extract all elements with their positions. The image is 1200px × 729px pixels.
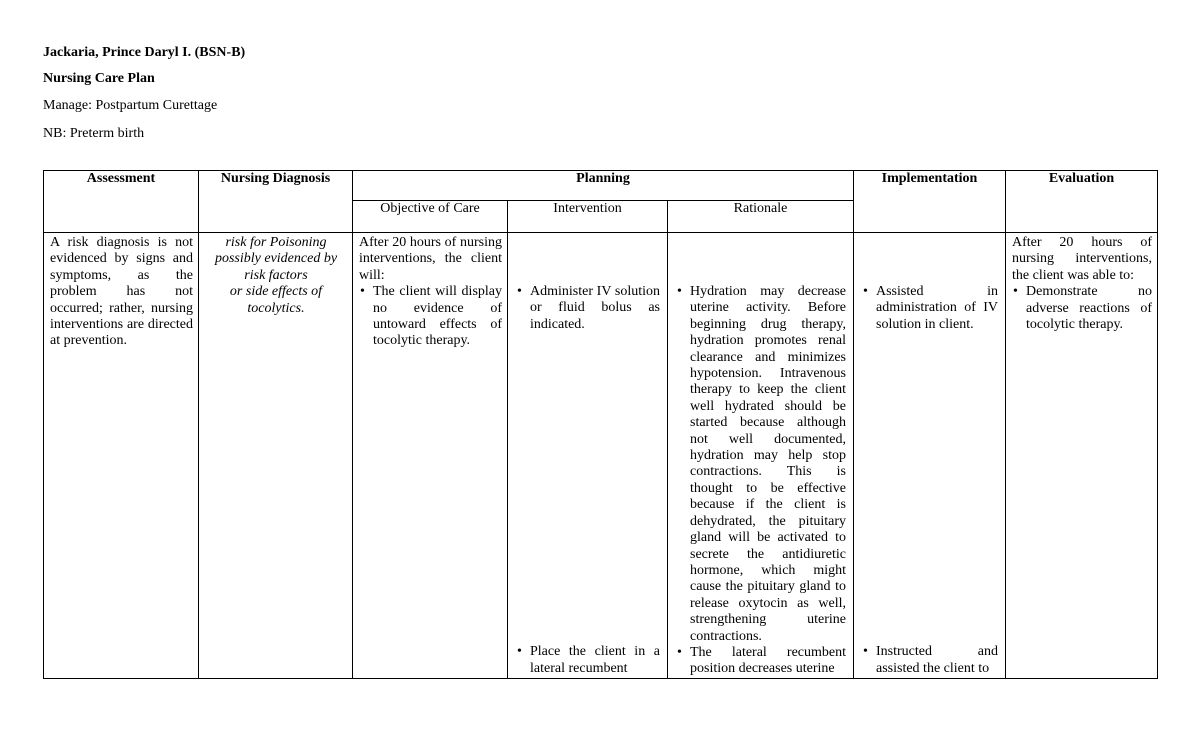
header-nursing-diagnosis: Nursing Diagnosis: [199, 171, 353, 233]
rationale-item: • The lateral recumbent position decreases uterine: [676, 645, 846, 678]
evaluation-list: [1012, 284, 1152, 333]
nb-line: NB: Preterm birth: [43, 126, 145, 141]
intervention-item: • Place the client in a lateral recumbent: [516, 644, 660, 677]
cell-evaluation: [1006, 233, 1158, 679]
header-intervention: Intervention: [508, 201, 668, 233]
header-planning: Planning: [353, 171, 854, 201]
intervention-item: • Administer IV solution or fluid bolus as indicated.: [516, 284, 660, 333]
cell-intervention: [508, 233, 668, 679]
header-implementation: Implementation: [854, 171, 1006, 233]
header-rationale: Rationale: [668, 201, 854, 233]
assessment-text: A risk diagnosis is not evidenced by signs and symptoms, as the problem has not occurred; rather, nursing interventions are directed at prevention.: [50, 235, 193, 349]
cell-implementation: [854, 233, 1006, 679]
nursing-care-plan-table: [43, 170, 1158, 679]
intervention-list: [516, 284, 660, 677]
diagnosis-line: or side effects of: [229, 284, 323, 300]
objective-intro: After 20 hours of nursing interventions, the client will:: [359, 235, 502, 283]
document-title: Nursing Care Plan: [43, 71, 155, 86]
diagnosis-line: possibly evidenced by: [214, 251, 338, 267]
cell-objective-of-care: [353, 233, 508, 679]
student-name: Jackaria, Prince Daryl I. (BSN-B): [43, 45, 246, 60]
objective-item: • The client will display no evidence of untoward effects of tocolytic therapy.: [359, 284, 502, 350]
objective-list: [359, 284, 502, 350]
diagnosis-line: risk factors: [244, 267, 308, 283]
rationale-list: [676, 284, 846, 678]
header-assessment: Assessment: [44, 171, 199, 233]
manage-line: Manage: Postpartum Curettage: [43, 98, 218, 113]
implementation-item: • Assisted in administration of IV solution in client.: [862, 284, 998, 333]
header-objective-of-care: Objective of Care: [353, 201, 508, 233]
cell-rationale: [668, 233, 854, 679]
evaluation-item: • Demonstrate no adverse reactions of tocolytic therapy.: [1012, 284, 1152, 333]
diagnosis-text: [199, 233, 352, 317]
implementation-list: [862, 284, 998, 677]
rationale-item: • Hydration may decrease uterine activity. Before beginning drug therapy, hydration promotes renal clearance and minimizes hypotension. Intravenous therapy to keep the client well hydrated should be started because although not well documented, hydration may help stop contractions. This is thought to be effective because if the client is dehydrated, the pituitary gland will be activated to secrete the antidiuretic hormone, which might cause the pituitary gland to release oxytocin as well, strengthening uterine contractions.: [676, 284, 846, 645]
diagnosis-line: tocolytics.: [247, 300, 305, 316]
evaluation-intro: After 20 hours of nursing interventions, the client was able to:: [1012, 235, 1152, 283]
header-evaluation: Evaluation: [1006, 171, 1158, 233]
cell-assessment: [44, 233, 199, 679]
implementation-item: • Instructed and assisted the client to: [862, 644, 998, 677]
diagnosis-line: risk for Poisoning: [225, 235, 327, 250]
cell-nursing-diagnosis: [199, 233, 353, 679]
